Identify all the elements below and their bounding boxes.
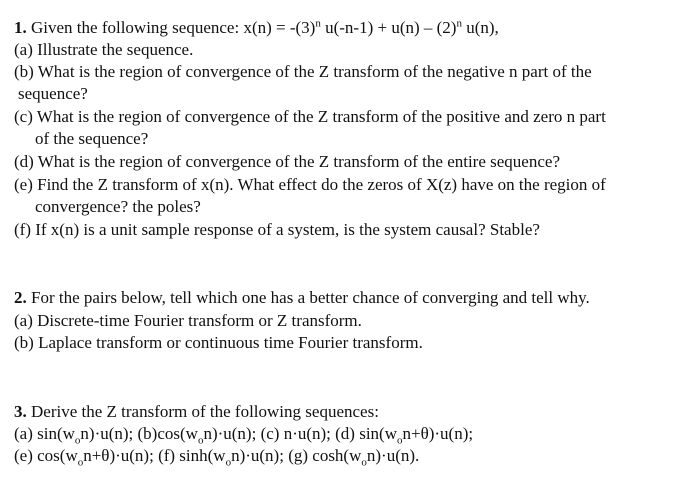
omega-subscript: o	[74, 434, 81, 447]
q2-part-a: (a) Discrete-time Fourier transform or Z transform.	[14, 311, 362, 330]
q3-l2-d: n)·u(n).	[366, 446, 420, 465]
q1-stem-b: u(-n-1) + u(n) – (2)	[320, 18, 457, 37]
q1-part-e-line2: convergence? the poles?	[35, 197, 201, 216]
q2-number: 2.	[14, 288, 27, 307]
omega-subscript: o	[77, 456, 84, 469]
q3-sequences-line1	[14, 423, 474, 447]
q3-l1-b: n)·u(n); (b)cos(w	[80, 424, 198, 443]
q1-part-b-line2: sequence?	[18, 84, 88, 103]
q3-l1-c: n)·u(n); (c) n·u(n); (d) sin(w	[203, 424, 397, 443]
q3-l1-a: (a) sin(w	[14, 424, 75, 443]
q1-part-e-line1: (e) Find the Z transform of x(n). What effect do the zeros of X(z) have on the region of	[14, 175, 606, 194]
omega-subscript: o	[397, 434, 403, 447]
omega-subscript: o	[225, 456, 232, 469]
q1-stem-a: Given the following sequence: x(n) = -(3)	[26, 18, 316, 37]
q2-stem-text: For the pairs below, tell which one has a better chance of converging and tell why.	[26, 288, 590, 307]
q3-l2-c: n)·u(n); (g) cosh(w	[231, 446, 362, 465]
q1-exponent-2: n	[456, 17, 462, 30]
q1-number: 1.	[14, 18, 27, 37]
q3-l2-a: (e) cos(w	[14, 446, 78, 465]
q1-part-b-line1: (b) What is the region of convergence of the Z transform of the negative n part of the	[14, 62, 592, 81]
q3-l1-d: n+θ)·u(n);	[402, 424, 474, 443]
q3-stem-text: Derive the Z transform of the following sequences:	[26, 402, 379, 421]
omega-subscript: o	[197, 434, 204, 447]
q3-l2-b: n+θ)·u(n); (f) sinh(w	[83, 446, 226, 465]
q1-exponent-1: n	[315, 17, 321, 30]
q1-part-f: (f) If x(n) is a unit sample response of a system, is the system causal? Stable?	[14, 220, 540, 239]
q1-stem-c: u(n),	[461, 18, 499, 37]
q2-part-b: (b) Laplace transform or continuous time Fourier transform.	[14, 333, 423, 352]
q3-sequences-line2	[14, 445, 420, 469]
q1-part-d: (d) What is the region of convergence of the Z transform of the entire sequence?	[14, 152, 560, 171]
q1-part-c-line1: (c) What is the region of convergence of the Z transform of the positive and zero n part	[14, 107, 606, 126]
q1-part-a: (a) Illustrate the sequence.	[14, 40, 194, 59]
q2-stem	[14, 287, 590, 308]
q1-part-c-line2: of the sequence?	[35, 129, 149, 148]
omega-subscript: o	[361, 456, 367, 469]
q3-number: 3.	[14, 402, 27, 421]
q1-stem	[14, 17, 499, 38]
q3-stem	[14, 401, 379, 422]
